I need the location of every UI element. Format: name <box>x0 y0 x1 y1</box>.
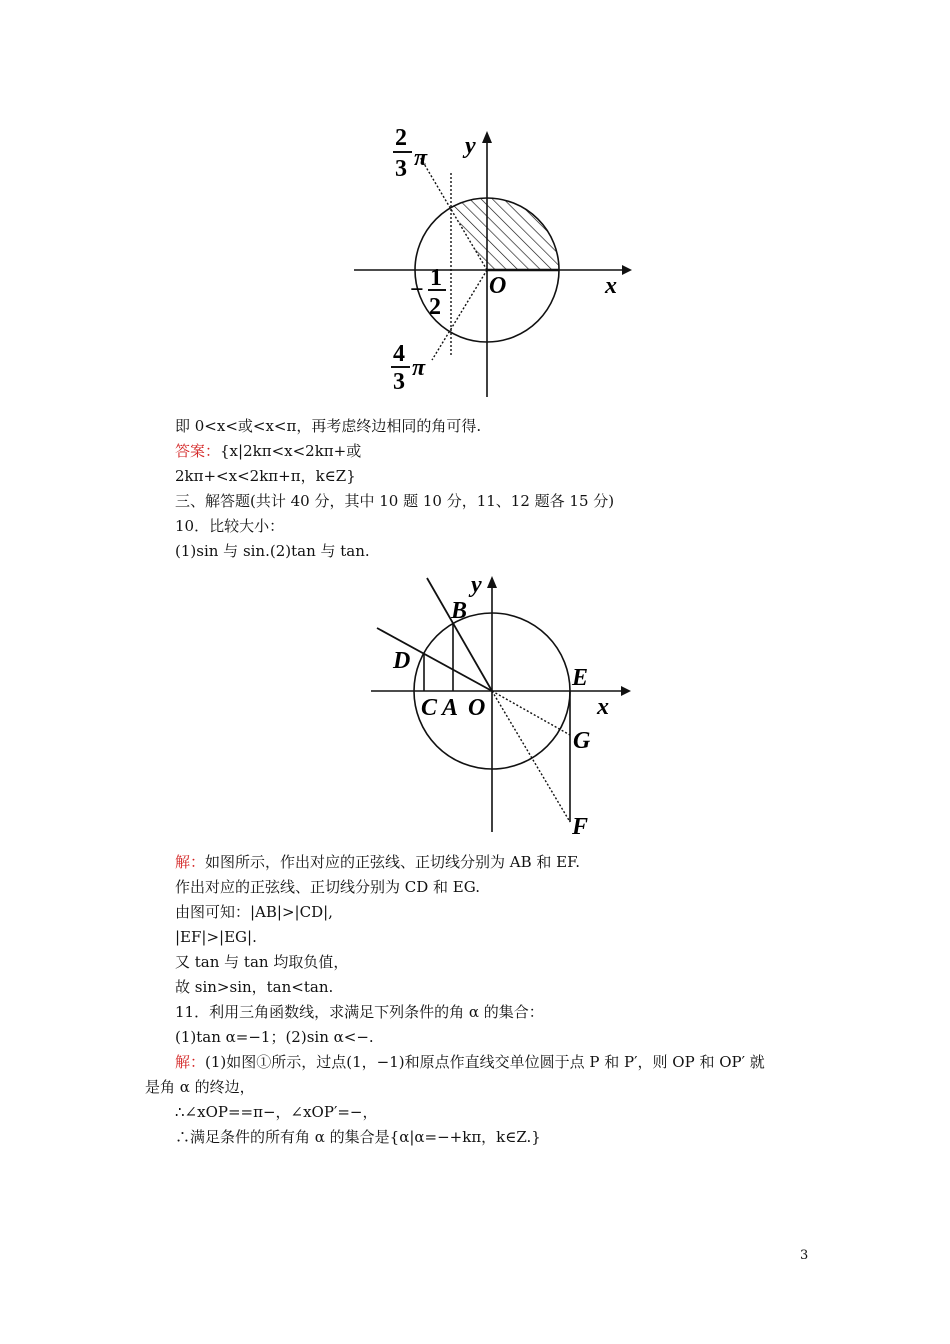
solution-line-1: 解：如图所示，作出对应的正弦线、正切线分别为 AB 和 EF. <box>175 853 580 871</box>
question-11: 11．利用三角函数线，求满足下列条件的角 α 的集合： <box>175 1003 544 1021</box>
answer-line-2: 2kπ+<x<2kπ+π，k∈Z} <box>175 467 356 485</box>
y-axis-label-2: y <box>471 572 482 598</box>
answer-label: 答案： <box>175 442 221 460</box>
page-number: 3 <box>800 1248 809 1263</box>
point-f-label: F <box>572 814 589 840</box>
text-line: 即 0<x<或<x<π，再考虑终边相同的角可得. <box>175 417 482 435</box>
section-heading: 三、解答题(共计 40 分，其中 10 题 10 分，11、12 题各 15 分) <box>175 492 615 510</box>
solution-11-line-3: ∴∠xOP==π−，∠xOP′=−， <box>175 1103 378 1121</box>
point-b-label: B <box>451 598 468 624</box>
y-axis-label: y <box>465 133 476 159</box>
label-4pi3-den: 3 <box>393 369 405 395</box>
x-axis-arrow-2 <box>621 686 631 696</box>
x-axis-arrow <box>622 265 632 275</box>
label-half-sign: − <box>410 277 424 303</box>
solution-11-label: 解： <box>175 1053 206 1071</box>
point-e-label: E <box>572 665 589 691</box>
shaded-sector <box>451 198 559 270</box>
point-g-label: G <box>573 728 591 754</box>
answer-line-1 <box>175 441 361 461</box>
label-2pi3-den: 3 <box>395 156 407 182</box>
label-2pi3-num: 2 <box>395 125 407 151</box>
origin-label: O <box>489 273 507 299</box>
y-axis-arrow <box>482 131 492 143</box>
question-11-parts: (1)tan α=−1；(2)sin α<−. <box>175 1028 374 1046</box>
y-axis-arrow-2 <box>487 576 497 588</box>
solution-line-3: 由图可知：|AB|>|CD|, <box>175 903 333 921</box>
solution-11-line-2: 是角 α 的终边， <box>145 1078 255 1096</box>
label-4pi3-pi: π <box>412 355 426 381</box>
point-a-label: A <box>442 695 459 721</box>
solution-11-line-4: ∴满足条件的所有角 α 的集合是{α|α=−+kπ，k∈Z.} <box>175 1128 541 1146</box>
point-d-label: D <box>393 648 411 674</box>
solution-11-line-1: 解：(1)如图①所示，过点(1，−1)和原点作直线交单位圆于点 P 和 P′，则 OP 和 OP′ 就 <box>175 1053 765 1071</box>
question-10: 10．比较大小： <box>175 517 285 535</box>
solution-line-2: 作出对应的正弦线、正切线分别为 CD 和 EG. <box>175 878 480 896</box>
x-axis-label: x <box>605 273 617 299</box>
solution-line-4: |EF|>|EG|. <box>175 928 257 946</box>
dotted-ray-of <box>492 691 570 822</box>
dotted-ray-og <box>492 691 570 735</box>
label-4pi3-num: 4 <box>393 341 405 367</box>
figure-unit-circle-shaded <box>350 125 640 405</box>
solution-line-5: 又 tan 与 tan 均取负值， <box>175 953 349 971</box>
label-2pi3-pi: π <box>414 145 428 171</box>
point-c-label: C <box>421 695 438 721</box>
label-half-num: 1 <box>430 265 442 291</box>
figure-trig-lines <box>365 570 645 840</box>
x-axis-label-2: x <box>597 694 609 720</box>
solution-label: 解： <box>175 853 206 871</box>
solution-line-6: 故 sin>sin，tan<tan. <box>175 978 334 996</box>
question-10-parts: (1)sin 与 sin.(2)tan 与 tan. <box>175 542 370 560</box>
point-o-label: O <box>468 695 486 721</box>
answer-text-1: {x|2kπ<x<2kπ+或 <box>220 442 362 460</box>
label-half-den: 2 <box>429 294 441 320</box>
